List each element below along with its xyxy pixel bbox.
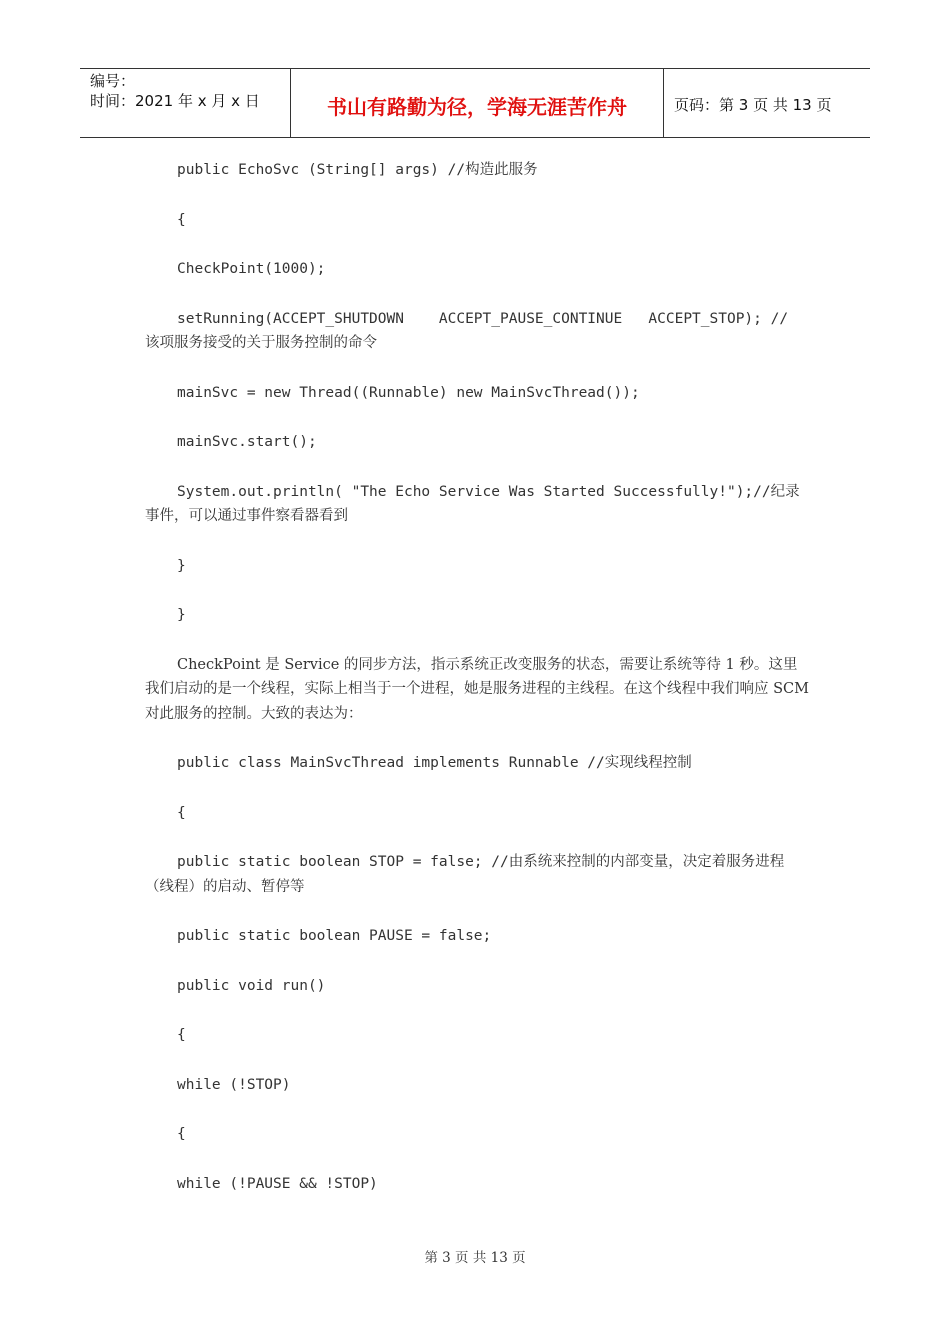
page-info-text: 页码：第 3 页 共 13 页 (674, 95, 832, 114)
code-line: mainSvc = new Thread((Runnable) new MainSvcThread()); (177, 384, 640, 401)
code-line: while (!PAUSE && !STOP) (177, 1175, 378, 1192)
code-line: public static boolean PAUSE = false; (177, 928, 492, 944)
code-line: } (177, 607, 186, 623)
code-line: { (177, 1027, 186, 1043)
code-line: mainSvc.start(); (177, 434, 317, 450)
footer-page-number: 第 3 页 共 13 页 (424, 1250, 526, 1266)
page-footer (0, 1246, 950, 1266)
code-line: public class MainSvcThread implements Runnable //实现线程控制 (177, 755, 692, 771)
header-motto (291, 69, 664, 137)
code-line: CheckPoint(1000); (177, 261, 326, 277)
motto-text: 书山有路勤为径，学海无涯苦作舟 (327, 94, 627, 119)
code-line: } (177, 557, 186, 574)
body-paragraph: CheckPoint 是 Service 的同步方法，指示系统正改变服务的状态，需要让系统等待 1 秒。这里我们启动的是一个线程，实际上相当于一个进程，她是服务进程的主线程。在这个线程中我们响应 SCM 对此服务的控制。大致的表达为： (145, 656, 814, 722)
code-line: System.out.println( "The Echo Service Was Started Successfully!");//纪录事件，可以通过事件察看器看到 (145, 483, 800, 524)
header-page-info (664, 69, 870, 137)
code-line: { (177, 211, 186, 228)
code-line: { (177, 1126, 186, 1142)
code-line: public void run() (177, 977, 326, 994)
number-label: 编号： (90, 72, 136, 90)
code-line: while (!STOP) (177, 1076, 291, 1093)
document-header (80, 68, 870, 138)
time-label: 时间：2021 年 x 月 x 日 (90, 92, 260, 110)
code-line: public EchoSvc (String[] args) //构造此服务 (177, 162, 538, 178)
header-meta (80, 69, 291, 137)
code-line: { (177, 804, 186, 821)
document-body (145, 158, 814, 1196)
code-line: public static boolean STOP = false; //由系统来控制的内部变量，决定着服务进程（线程）的启动、暂停等 (145, 854, 785, 895)
code-line: setRunning(ACCEPT_SHUTDOWN ACCEPT_PAUSE_CONTINUE ACCEPT_STOP); // 该项服务接受的关于服务控制的命令 (145, 310, 797, 351)
